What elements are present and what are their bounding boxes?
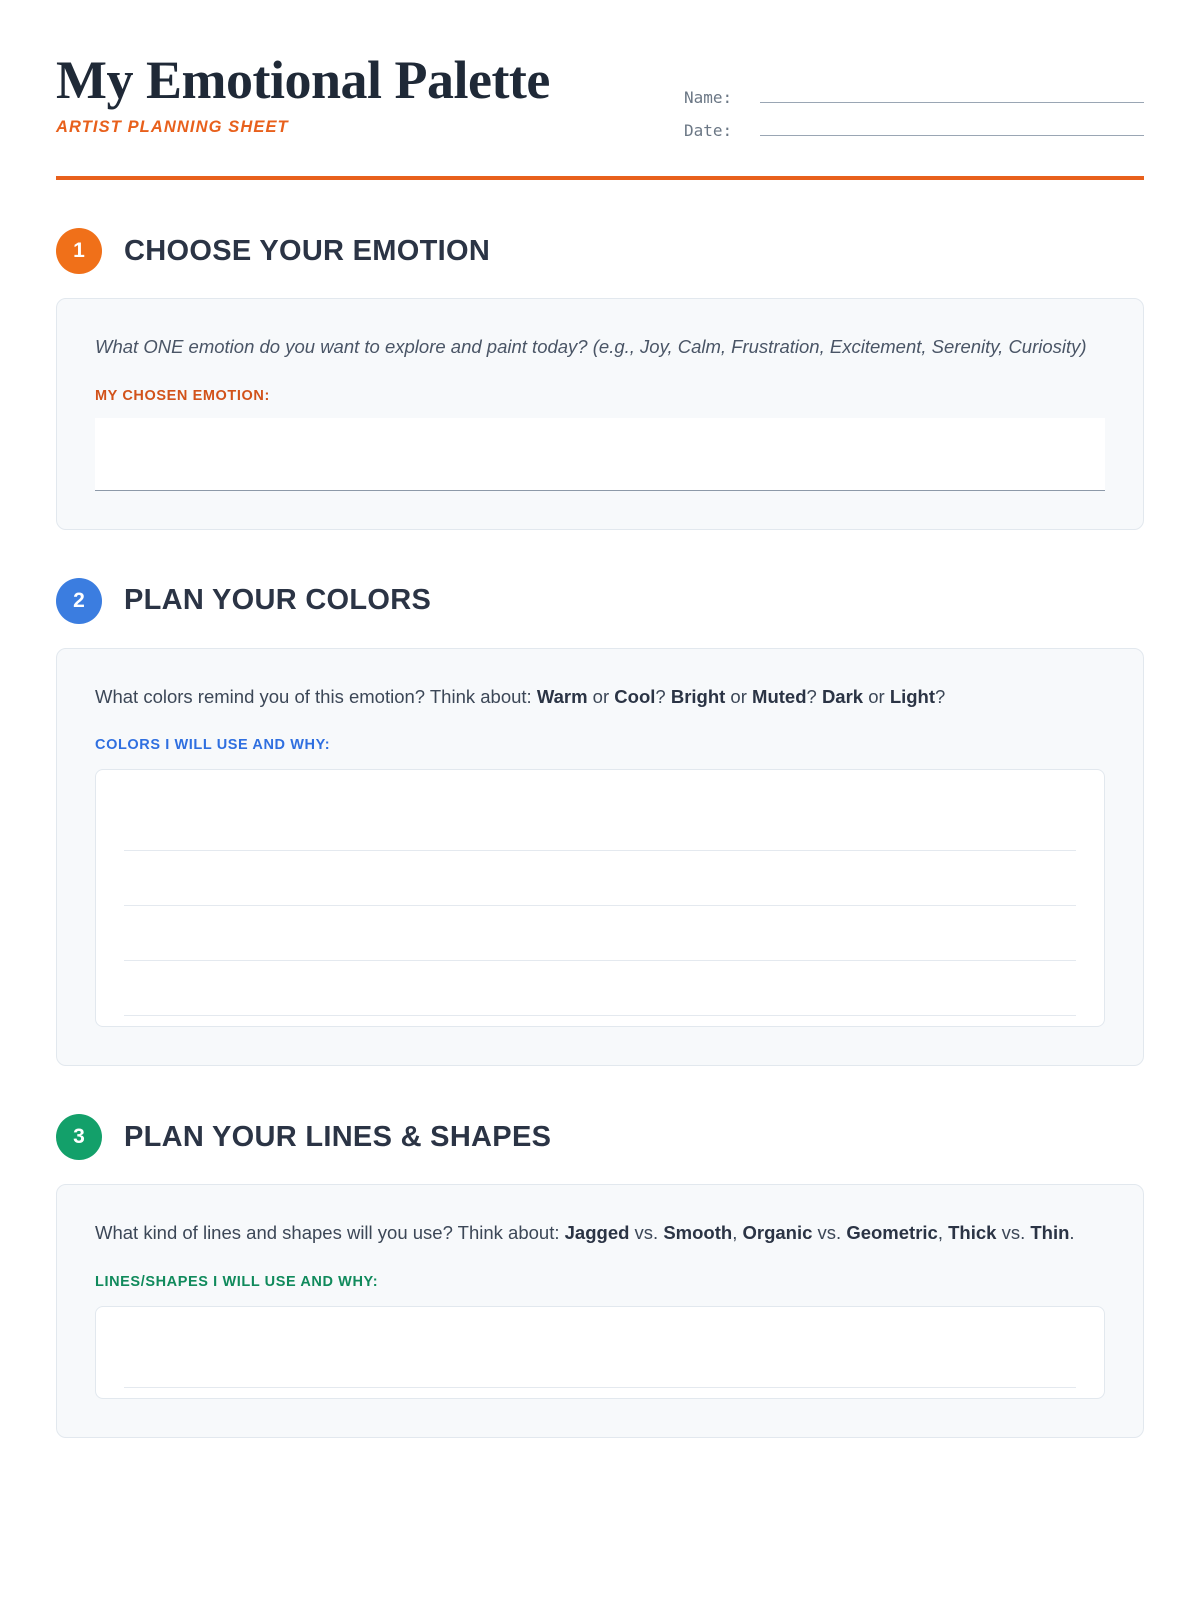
section-2-number-badge: 2 [56, 578, 102, 624]
header-divider [56, 176, 1144, 180]
section-2-title: PLAN YOUR COLORS [124, 584, 432, 617]
section-1-card [56, 298, 1144, 530]
page-title: My Emotional Palette [56, 50, 550, 110]
section-choose-emotion [56, 228, 1144, 530]
lines-shapes-answer-input[interactable] [95, 1306, 1105, 1399]
sheet-header [56, 52, 1144, 150]
answer-rule-line[interactable] [124, 796, 1076, 851]
name-label: Name: [684, 88, 733, 107]
title-block [56, 52, 550, 137]
answer-rule-line[interactable] [124, 961, 1076, 1016]
meta-fields [684, 84, 1144, 150]
section-2-header [56, 578, 1144, 624]
section-2-card [56, 648, 1144, 1067]
section-3-card [56, 1184, 1144, 1438]
section-1-number-badge: 1 [56, 228, 102, 274]
section-plan-colors [56, 578, 1144, 1067]
section-1-title: CHOOSE YOUR EMOTION [124, 234, 491, 267]
answer-rule-line[interactable] [124, 1333, 1076, 1388]
section-3-header [56, 1114, 1144, 1160]
section-2-field-label: COLORS I WILL USE AND WHY: [95, 737, 331, 754]
page-subtitle: ARTIST PLANNING SHEET [56, 117, 289, 136]
answer-rule-line[interactable] [124, 851, 1076, 906]
section-2-prompt: What colors remind you of this emotion? Think about: Warm or Cool? Bright or Muted? Dark or Light? [95, 685, 946, 707]
section-plan-lines-shapes [56, 1114, 1144, 1438]
chosen-emotion-input[interactable] [95, 418, 1105, 491]
date-label: Date: [684, 121, 733, 140]
section-1-prompt: What ONE emotion do you want to explore and paint today? (e.g., Joy, Calm, Frustration, Excitement, Serenity, Curiosity) [95, 336, 1087, 357]
section-3-field-label: LINES/SHAPES I WILL USE AND WHY: [95, 1274, 379, 1291]
date-row [684, 117, 1144, 140]
section-3-title: PLAN YOUR LINES & SHAPES [124, 1120, 552, 1153]
answer-rule-line[interactable] [124, 906, 1076, 961]
section-3-prompt: What kind of lines and shapes will you use? Think about: Jagged vs. Smooth, Organic vs. Geometric, Thick vs. Thin. [95, 1222, 1075, 1244]
section-3-number-badge: 3 [56, 1114, 102, 1160]
section-1-header [56, 228, 1144, 274]
name-row [684, 84, 1144, 107]
colors-answer-input[interactable] [95, 769, 1105, 1027]
date-input[interactable] [760, 117, 1144, 136]
section-1-field-label: MY CHOSEN EMOTION: [95, 387, 270, 404]
name-input[interactable] [760, 84, 1144, 103]
